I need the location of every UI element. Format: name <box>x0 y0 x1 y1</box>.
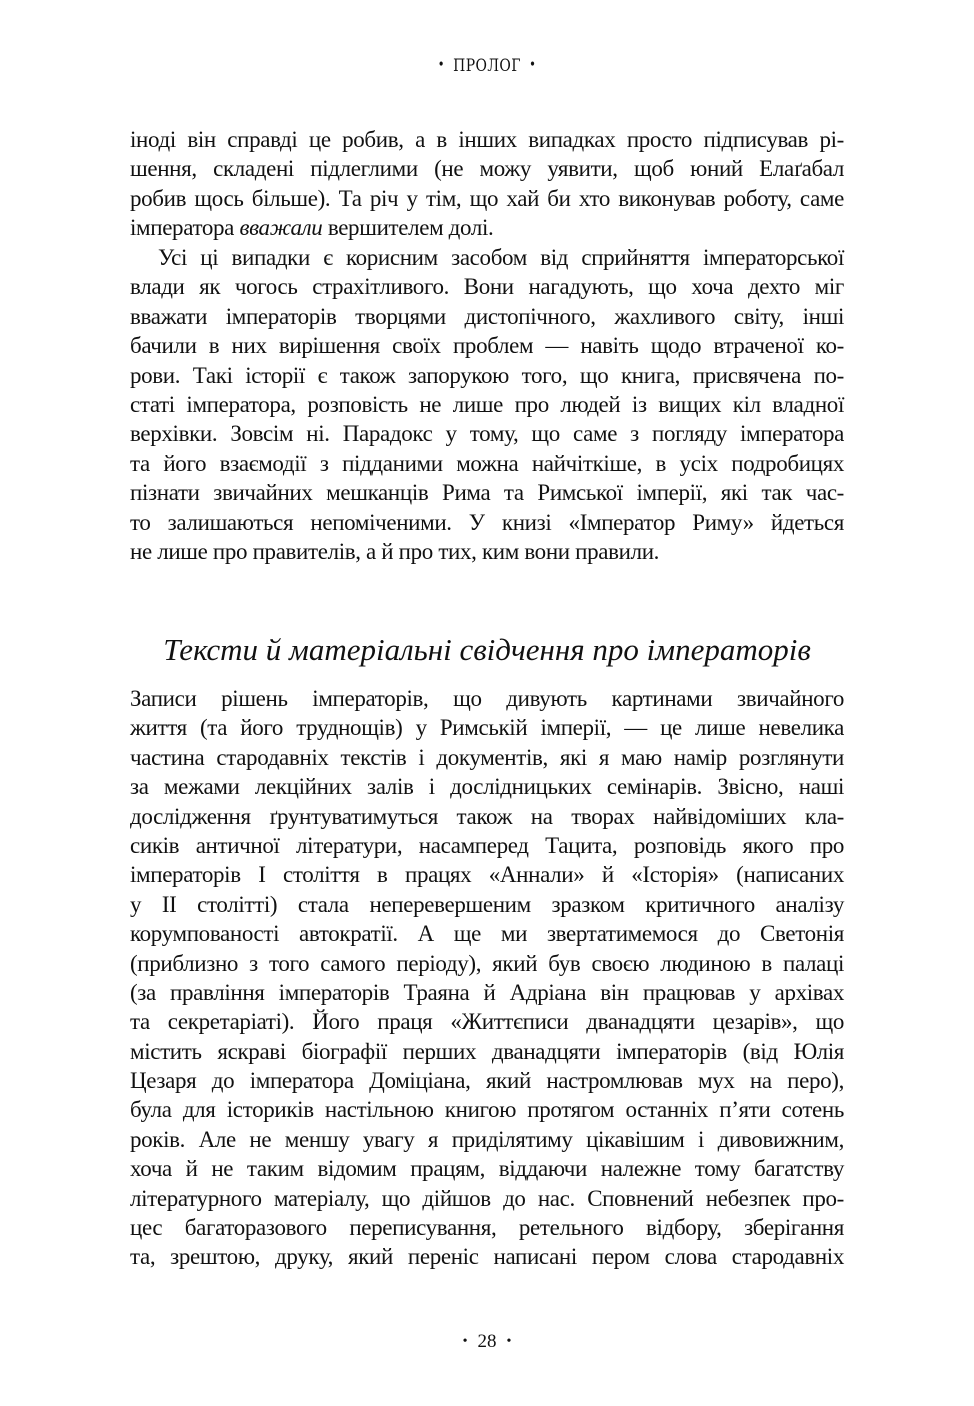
text-line: дослідження ґрунтуватимуться також на творах найвідоміших кла- <box>130 803 844 829</box>
text-line: вважати імператорів творцями дистопічного, жахливого світу, інші <box>130 303 844 329</box>
emphasis-text: вважали <box>239 215 323 241</box>
text-line: імператорів І століття в працях «Аннали» й «Історія» (написаних <box>130 862 844 888</box>
text-line: то залишаються непоміченими. У книзі «Імператор Риму» йдеться <box>130 509 844 535</box>
section-heading: Тексти й матеріальні свідчення про імператорів <box>163 632 811 667</box>
running-title: ПРОЛОГ <box>453 56 521 76</box>
text-line: та секретаріаті). Його праця «Життєписи дванадцяти цезарів», що <box>130 1009 844 1035</box>
text-line: та, зрештою, друку, який переніс написані пером слова стародавніх <box>130 1244 844 1270</box>
text-line: влади як чогось страхітливого. Вони нагадують, що хоча дехто міг <box>130 274 844 300</box>
text-line: не лише про правителів, а й про тих, ким вони правили. <box>130 538 660 564</box>
text-line: була для істориків настільною книгою протягом останніх п’яти сотень <box>130 1097 844 1123</box>
text-line: Цезаря до імператора Доміціана, який настромлював мух на перо), <box>130 1068 844 1094</box>
paragraph-continuation <box>130 125 844 243</box>
text-line: цес багаторазового переписування, ретельного відбору, зберігання <box>130 1215 844 1241</box>
text-line <box>130 213 844 242</box>
section-paragraph <box>130 684 844 1272</box>
text-line: років. Але не меншу увагу я приділятиму цікавішим і дивовижним, <box>130 1126 844 1152</box>
text-line: бачили в них вирішення своїх проблем — навіть щодо втраченої ко- <box>130 333 844 359</box>
text-line: пізнати звичайних мешканців Рима та Римської імперії, які так час- <box>130 480 844 506</box>
text-line: Усі ці випадки є корисним засобом від сприйняття імператорської <box>158 245 844 270</box>
text-line: літературного матеріалу, що дійшов до нас. Сповнений небезпек про- <box>130 1185 844 1211</box>
text-line: корумпованості автократії. А ще ми звертатимемося до Светонія <box>130 921 844 947</box>
text-line: хоча й не таким відомим працям, віддаючи належне тому багатству <box>130 1156 844 1182</box>
paragraph <box>130 243 844 566</box>
bullet-separator: • <box>462 1334 468 1349</box>
text-line: (приблизно з того самого періоду), який був своєю людиною в палаці <box>130 950 844 976</box>
text-line: іноді він справді це робив, а в інших випадках просто підписував рі- <box>130 127 844 152</box>
page-number: 28 <box>477 1331 497 1352</box>
text-line: верхівки. Зовсім ні. Парадокс у тому, що саме з погляду імператора <box>130 421 844 447</box>
text-line: життя (та його труднощів) у Римській імперії, — це лише невелика <box>130 715 844 741</box>
text-line: (за правління імператорів Траяна й Адріана він працював у архівах <box>130 979 844 1005</box>
text-line: рови. Такі історії є також запорукою того, що книга, присвячена по- <box>130 362 844 388</box>
bullet-separator: • <box>506 1334 512 1349</box>
bullet-separator: • <box>529 57 537 73</box>
text-line: у ІІ столітті) стала неперевершеним зразком критичного аналізу <box>130 891 844 917</box>
running-head <box>88 56 887 76</box>
text-line: частина стародавніх текстів і документів, які я маю намір розглянути <box>130 744 844 770</box>
text-fragment: вершителем долі. <box>322 215 494 241</box>
text-line: сиків античної літератури, насамперед Тацита, розповідь якого про <box>130 832 844 858</box>
page-number-footer <box>0 1331 974 1353</box>
text-line: статі імператора, розповість не лише про людей із вищих кіл владної <box>130 391 844 417</box>
text-fragment: імператора <box>130 215 240 241</box>
text-line: містить яскраві біографії перших дванадцяти імператорів (від Юлія <box>130 1038 844 1064</box>
text-line: Записи рішень імператорів, що дивують картинами звичайного <box>130 686 844 711</box>
bullet-separator: • <box>437 57 445 73</box>
text-line: робив щось більше). Та річ у тім, що хай би хто виконував роботу, саме <box>130 185 844 211</box>
text-line: та його взаємодії з підданими можна найчіткіше, в усіх подробицях <box>130 450 844 476</box>
text-line: за межами лекційних залів і дослідницьких семінарів. Звісно, наші <box>130 774 844 800</box>
text-line: шення, складені підлеглими (не можу уявити, щоб юний Елаґабал <box>130 156 844 182</box>
